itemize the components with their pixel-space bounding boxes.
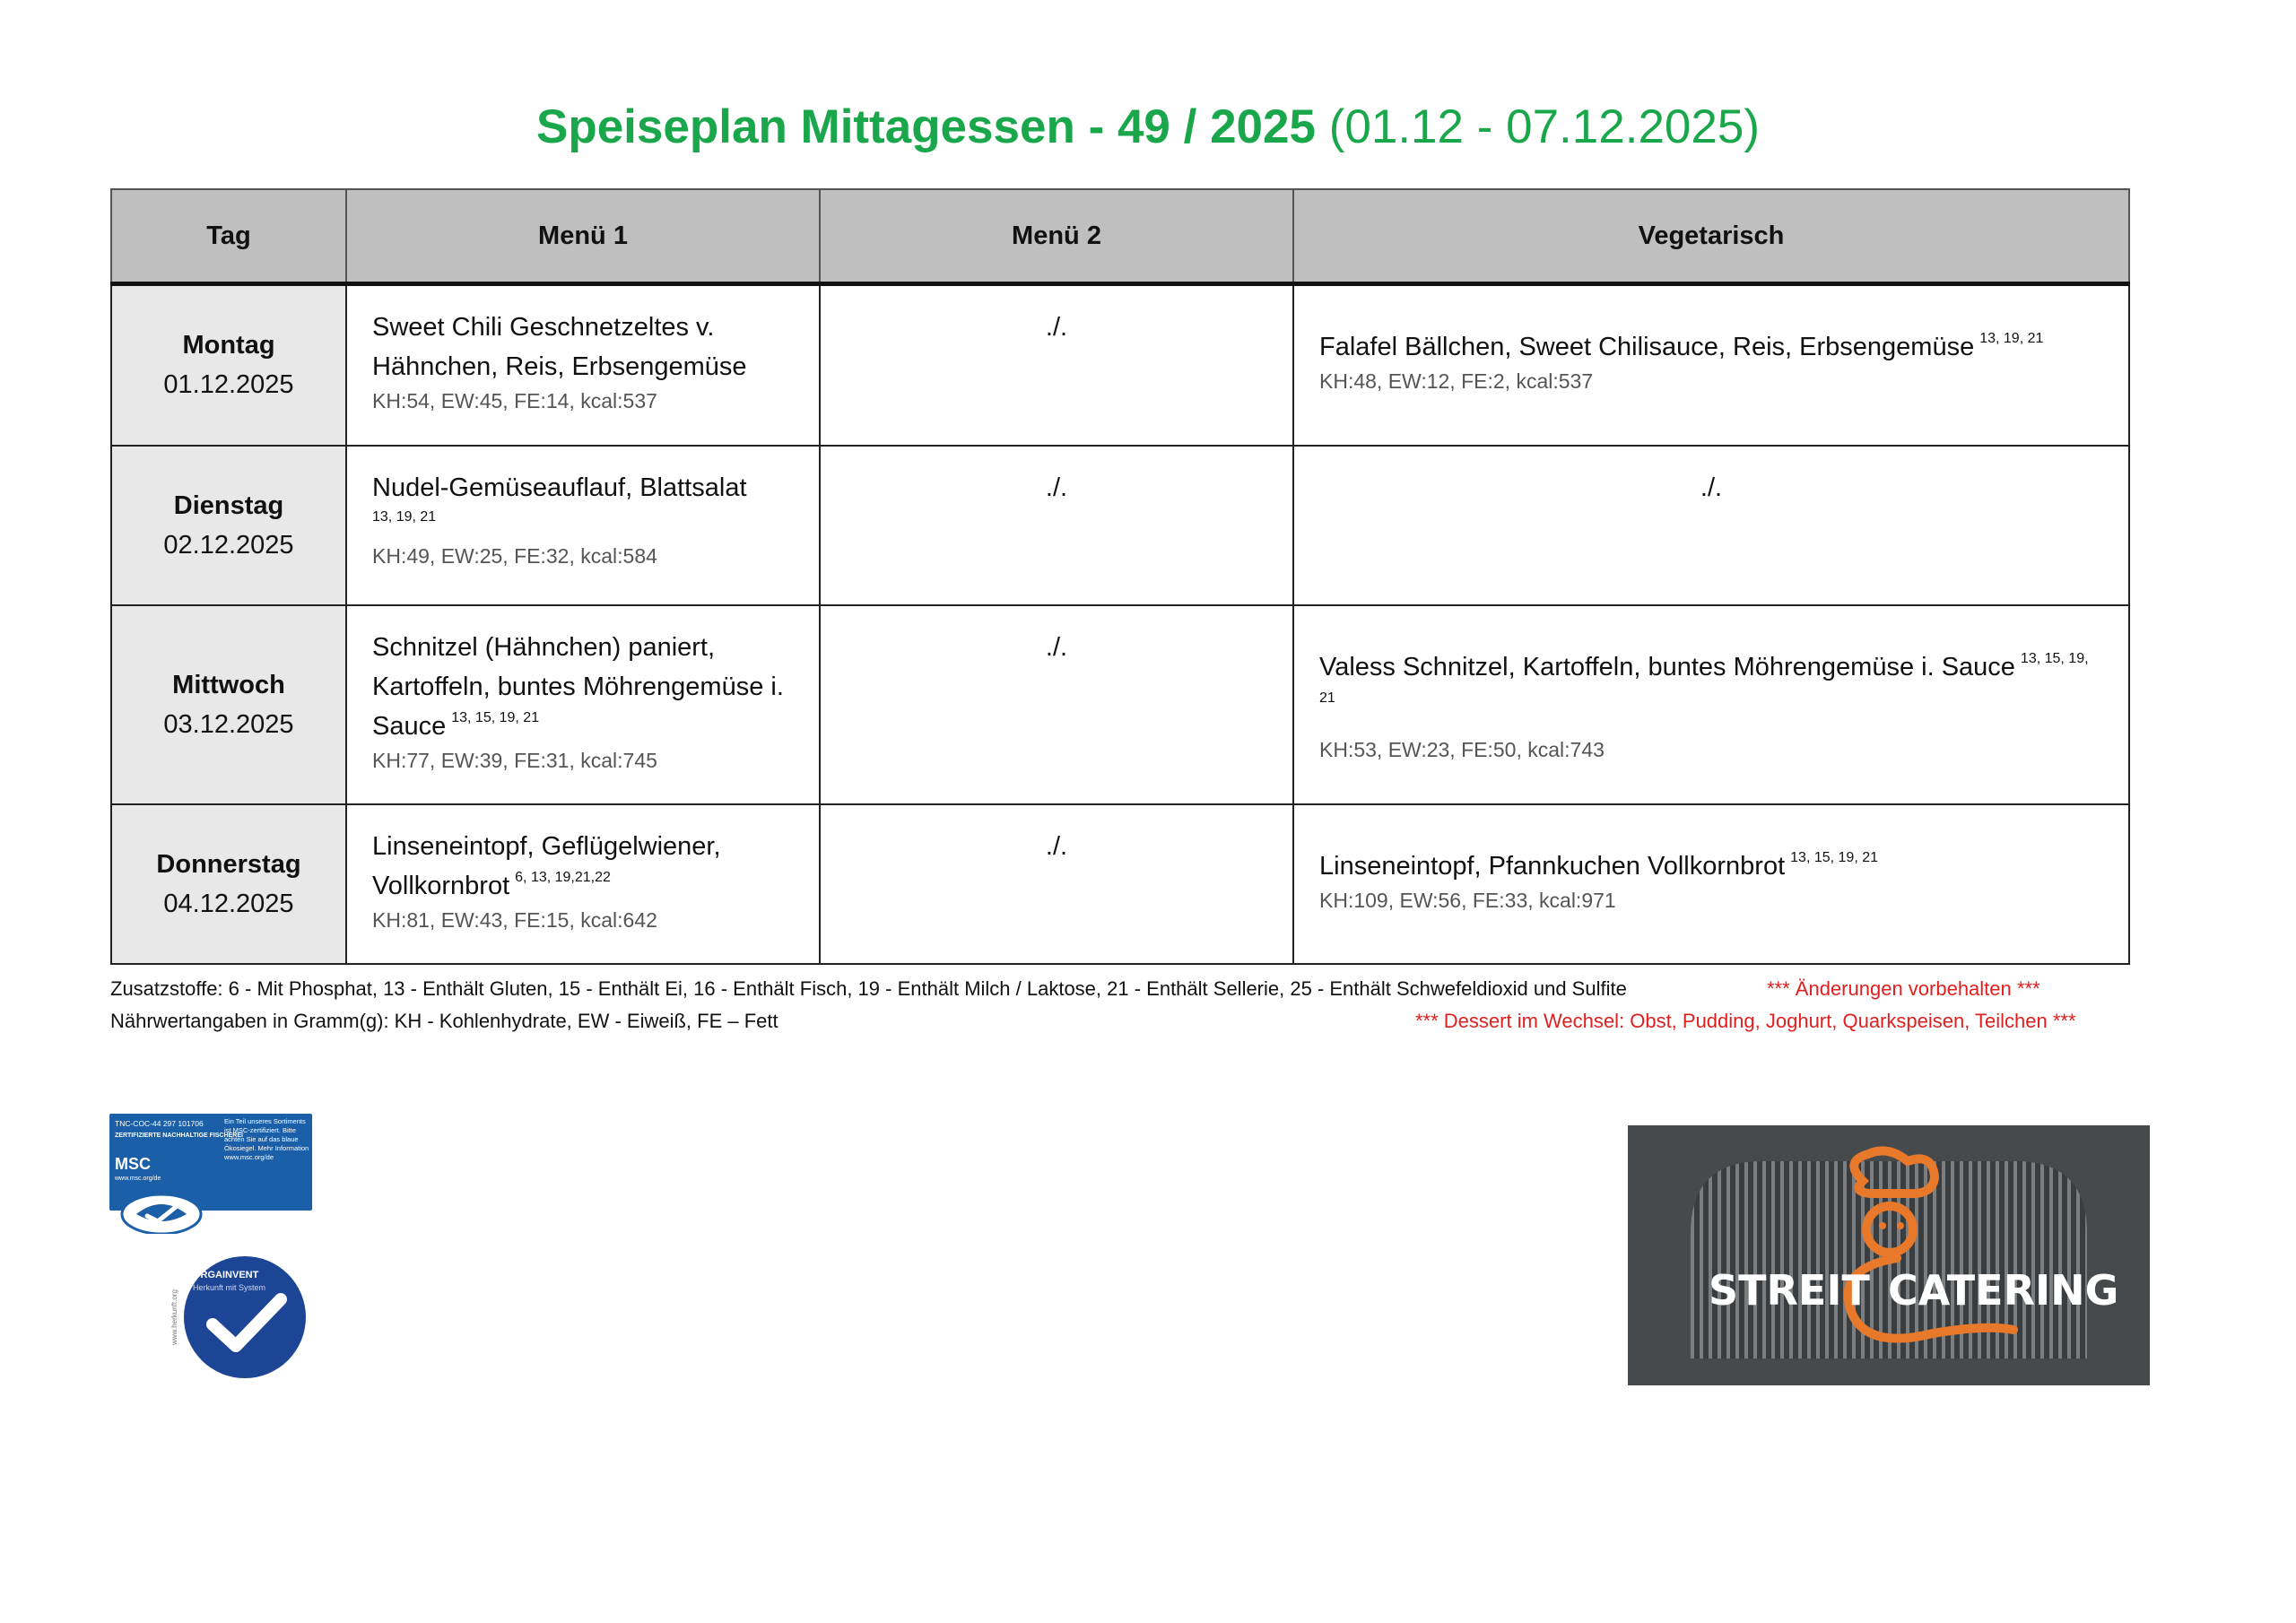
menu2-cell	[820, 446, 1293, 605]
veg-cell	[1293, 804, 2129, 964]
day-cell	[111, 804, 346, 964]
nutrition-info: KH:81, EW:43, FE:15, kcal:642	[372, 907, 657, 932]
orgainvent-url: www.herkunft.org	[170, 1289, 178, 1345]
allergen-codes: 13, 15, 19, 21	[1319, 650, 2089, 706]
menu1-cell	[346, 284, 820, 446]
streit-catering-logo	[1628, 1125, 2150, 1385]
dessert-notice: *** Dessert im Wechsel: Obst, Pudding, Joghurt, Quarkspeisen, Teilchen ***	[1415, 1010, 2076, 1032]
menu2-cell	[820, 804, 1293, 964]
nutrition-info: KH:77, EW:39, FE:31, kcal:745	[372, 748, 657, 772]
nutrition-info: KH:53, EW:23, FE:50, kcal:743	[1319, 737, 1605, 761]
orgainvent-logo	[166, 1251, 309, 1380]
table-row	[111, 284, 2129, 446]
additives-legend: Zusatzstoffe: 6 - Mit Phosphat, 13 - Enthält Gluten, 15 - Enthält Ei, 16 - Enthält Fisch, 19 - Enthält Milch / Laktose, 21 - Enthält Sellerie, 25 - Enthält Schwefeldioxid und Sulfite	[110, 977, 1627, 1000]
msc-brand: MSC	[115, 1155, 151, 1173]
nutrition-info: KH:54, EW:45, FE:14, kcal:537	[372, 389, 657, 412]
dish-text: Schnitzel (Hähnchen) paniert, Kartoffeln, buntes Möhrengemüse i. Sauce $^{13, 15, 19, 21}$	[372, 632, 784, 741]
msc-label: ZERTIFIZIERTE NACHHALTIGE FISCHEREI	[115, 1133, 243, 1139]
header-menu1: Menü 1	[346, 189, 820, 284]
msc-code: TNC-COC-44 297 101706	[115, 1119, 204, 1128]
header-vegetarian: Vegetarisch	[1293, 189, 2129, 284]
nutrition-info: KH:49, EW:25, FE:32, kcal:584	[372, 543, 657, 568]
day-name: Mittwoch	[172, 670, 285, 699]
menu1-cell	[346, 605, 820, 804]
table-row	[111, 446, 2129, 605]
legend	[110, 973, 2155, 1037]
streit-word: STREIT	[1709, 1266, 1870, 1315]
nutrition-legend: Nährwertangaben in Gramm(g): KH - Kohlenhydrate, EW - Eiweiß, FE – Fett	[110, 1010, 778, 1032]
menu2-cell	[820, 284, 1293, 446]
no-dish: ./.	[1045, 473, 1068, 502]
day-date: 01.12.2025	[163, 370, 294, 400]
no-dish: ./.	[1045, 313, 1068, 342]
day-cell	[111, 446, 346, 605]
allergen-codes: 6, 13, 19,21,22	[515, 869, 611, 885]
menu1-cell	[346, 446, 820, 605]
no-dish: ./.	[1045, 831, 1068, 861]
dish-text: Sweet Chili Geschnetzeltes v. Hähnchen, Reis, Erbsengemüse	[372, 313, 747, 381]
veg-cell	[1293, 605, 2129, 804]
day-name: Donnerstag	[156, 849, 301, 879]
day-name: Dienstag	[173, 490, 284, 520]
title-date-range: (01.12 - 07.12.2025)	[1328, 100, 1761, 153]
menu2-cell	[820, 605, 1293, 804]
dish-text: Valess Schnitzel, Kartoffeln, buntes Möhrengemüse i. Sauce $^{13, 15, 19, 21}$	[1319, 650, 2089, 706]
title-main: Speiseplan Mittagessen - 49 / 2025	[535, 100, 1316, 153]
table-row	[111, 804, 2129, 964]
dish-text: Falafel Bällchen, Sweet Chilisauce, Reis, Erbsengemüse $^{13, 19, 21}$	[1319, 331, 2044, 361]
day-cell	[111, 605, 346, 804]
day-date: 04.12.2025	[163, 889, 294, 918]
table-header-row	[111, 189, 2129, 284]
day-cell	[111, 284, 346, 446]
dish-text: Nudel-Gemüseauflauf, Blattsalat	[372, 473, 747, 502]
catering-word: CATERING	[1888, 1266, 2119, 1315]
allergen-codes: 13, 15, 19, 21	[1790, 849, 1878, 865]
nutrition-info: KH:109, EW:56, FE:33, kcal:971	[1319, 888, 1616, 912]
table-row	[111, 605, 2129, 804]
allergen-codes: 13, 19, 21	[1979, 331, 2044, 346]
day-date: 02.12.2025	[163, 530, 294, 560]
page-title	[0, 99, 2296, 156]
dish-text: Linseneintopf, Pfannkuchen Vollkornbrot $^{13, 15, 19, 21}$	[1319, 849, 1878, 881]
dish-text: Linseneintopf, Geflügelwiener, Vollkornbrot $^{6, 13, 19,21,22}$	[372, 831, 721, 900]
day-name: Montag	[182, 331, 275, 360]
veg-cell	[1293, 446, 2129, 605]
allergen-codes: 13, 19, 21	[372, 508, 437, 525]
orgainvent-name: ORGAINVENT	[193, 1270, 259, 1280]
header-menu2: Menü 2	[820, 189, 1293, 284]
no-dish: ./.	[1045, 632, 1068, 662]
menu-table	[110, 188, 2130, 965]
no-dish: ./.	[1700, 473, 1723, 502]
menu1-cell	[346, 804, 820, 964]
changes-notice: *** Änderungen vorbehalten ***	[1767, 977, 2040, 1000]
msc-info: Ein Teil unseres Sortiments ist MSC-zertifiziert. Bitte achten Sie auf das blaue Ökosiegel. Mehr Information www.msc.org/de	[224, 1117, 309, 1161]
nutrition-info: KH:48, EW:12, FE:2, kcal:537	[1319, 369, 1594, 393]
msc-logo	[109, 1114, 312, 1234]
allergen-codes: 13, 15, 19, 21	[451, 709, 540, 725]
orgainvent-tagline: Herkunft mit System	[193, 1283, 266, 1292]
day-date: 03.12.2025	[163, 709, 294, 739]
header-day: Tag	[111, 189, 346, 284]
msc-url: www.msc.org/de	[115, 1176, 161, 1182]
veg-cell	[1293, 284, 2129, 446]
